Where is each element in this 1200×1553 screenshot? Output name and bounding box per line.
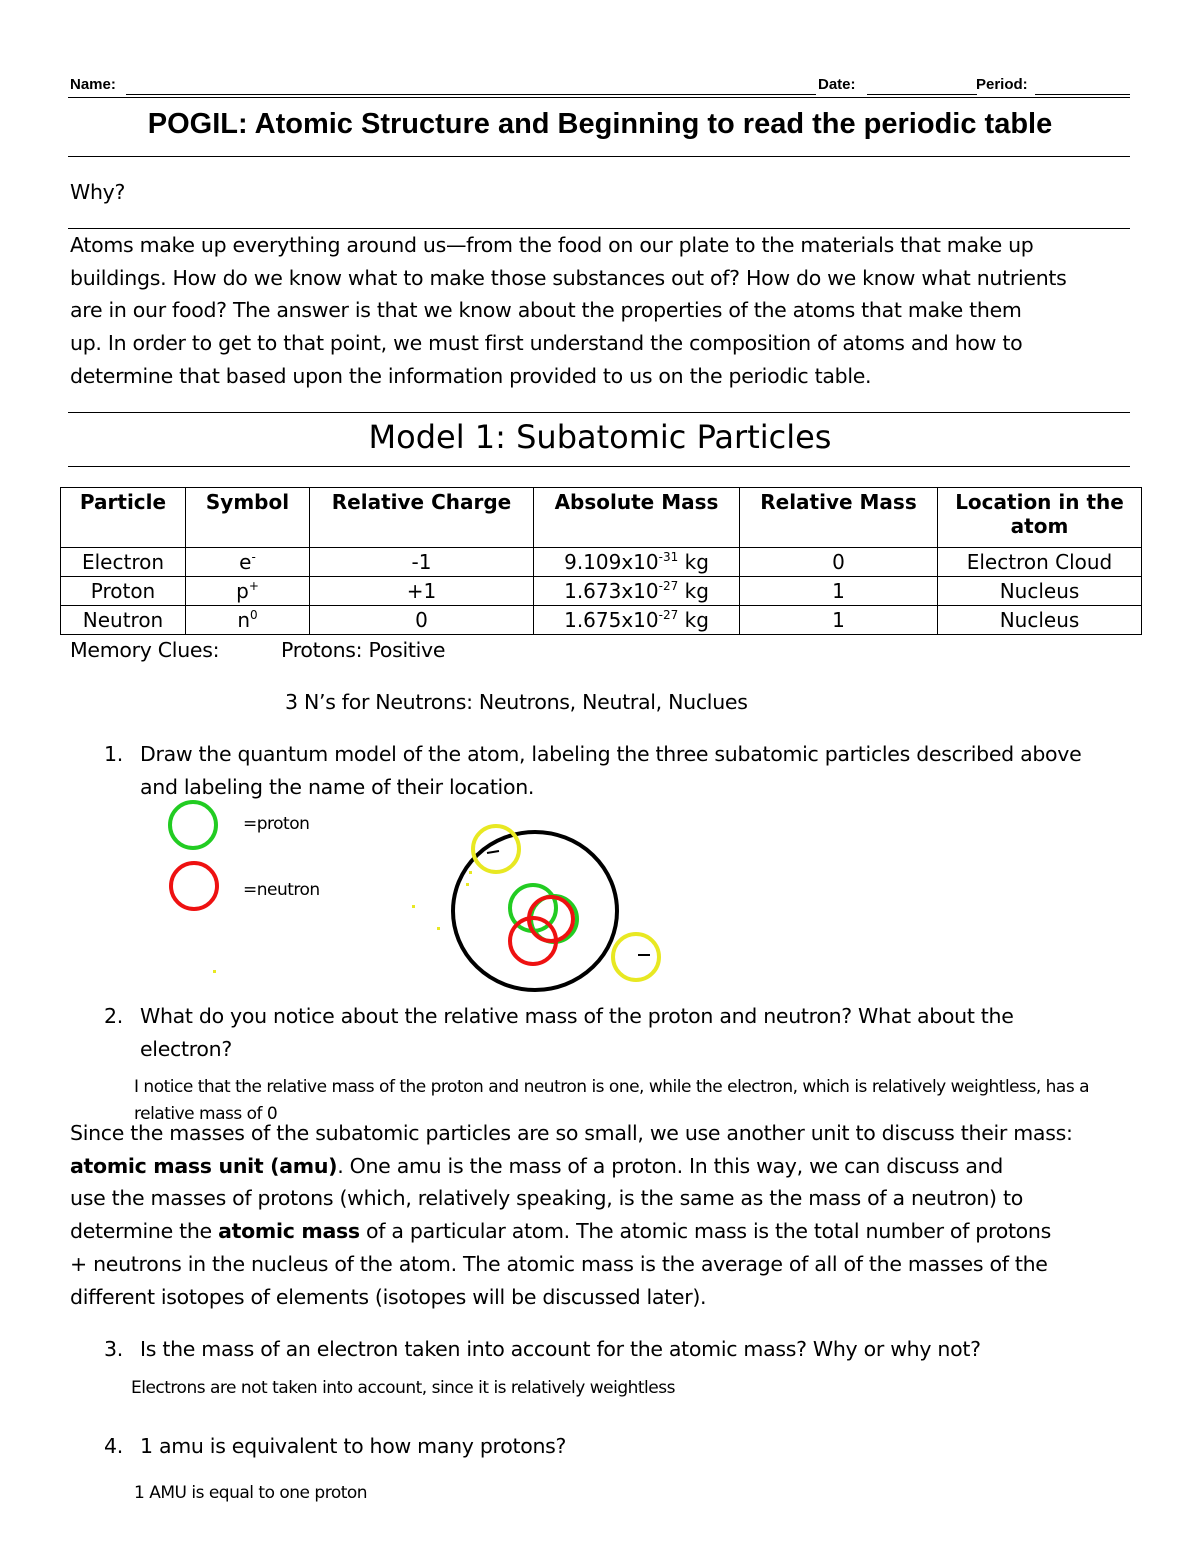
text-line: buildings. How do we know what to make those substances out of? How do we know what nutrients	[70, 265, 1067, 290]
column-header: Symbol	[186, 488, 310, 548]
electron-minus-sign	[487, 851, 499, 853]
cell-location: Electron Cloud	[938, 548, 1142, 577]
electron-cloud-orbit	[453, 832, 617, 990]
table-header-row	[61, 488, 1142, 548]
name-blank	[126, 94, 816, 95]
cell-relative-mass: 1	[740, 577, 938, 606]
text-line: Atoms make up everything around us—from the food on our plate to the materials that make up	[70, 233, 1034, 257]
column-header: Relative Mass	[740, 488, 938, 548]
atom-drawing	[160, 795, 680, 995]
column-header: Particle	[61, 488, 186, 548]
text-line: atomic mass unit (amu). One amu is the mass of a proton. In this way, we can discuss and	[70, 1153, 1004, 1178]
text-line: Draw the quantum model of the atom, labeling the three subatomic particles described above	[140, 742, 1082, 766]
why-paragraph	[70, 229, 1150, 393]
name-label: Name:	[70, 76, 116, 93]
text-line: determine that based upon the information provided to us on the periodic table.	[70, 363, 872, 388]
cell-charge: 0	[310, 606, 534, 635]
cell-particle: Proton	[61, 577, 186, 606]
amu-paragraph	[70, 1117, 1160, 1313]
question-1	[140, 738, 1150, 803]
text-line: use the masses of protons (which, relatively speaking, is the same as the mass of a neutron) to	[70, 1186, 1023, 1211]
stray-mark	[466, 883, 469, 886]
column-header: Absolute Mass	[534, 488, 740, 548]
legend-proton-label: =proton	[243, 814, 310, 834]
why-heading: Why?	[70, 180, 126, 204]
text-line: What do you notice about the relative mass of the proton and neutron? What about the	[140, 1004, 1014, 1028]
electron-circle	[613, 934, 659, 980]
memory-clue-protons: Protons: Positive	[281, 638, 446, 662]
text-line: and labeling the name of their location.	[140, 774, 535, 799]
date-blank	[867, 94, 977, 95]
answer-4: 1 AMU is equal to one proton	[134, 1483, 368, 1503]
text-line: + neutrons in the nucleus of the atom. The atomic mass is the average of all of the masses of the	[70, 1251, 1048, 1276]
question-3: Is the mass of an electron taken into account for the atomic mass? Why or why not?	[140, 1337, 981, 1361]
divider	[68, 412, 1130, 413]
stray-mark	[437, 927, 440, 930]
cell-absolute-mass: $1.675x10^{-27}$ kg	[534, 606, 740, 635]
electron-circle	[473, 826, 519, 872]
text-line: Since the masses of the subatomic particles are so small, we use another unit to discuss their mass:	[70, 1121, 1073, 1145]
period-label: Period:	[976, 76, 1028, 93]
stray-mark	[412, 905, 415, 908]
stray-mark	[213, 970, 216, 973]
model-title: Model 1: Subatomic Particles	[368, 418, 832, 456]
cell-particle: Electron	[61, 548, 186, 577]
question-2	[140, 1000, 1150, 1065]
proton-legend-circle	[170, 802, 216, 848]
particles-table	[60, 487, 1142, 635]
cell-location: Nucleus	[938, 577, 1142, 606]
header-fields	[70, 74, 1130, 96]
cell-relative-mass: 1	[740, 606, 938, 635]
cell-symbol: e-	[186, 548, 310, 577]
text-line: determine the atomic mass of a particular atom. The atomic mass is the total number of protons	[70, 1219, 1051, 1244]
question-number: 4.	[104, 1434, 123, 1458]
page-title: POGIL: Atomic Structure and Beginning to read the periodic table	[147, 108, 1053, 140]
stray-mark	[469, 871, 472, 874]
question-number: 3.	[104, 1337, 123, 1361]
text-line: up. In order to get to that point, we must first understand the composition of atoms and how to	[70, 331, 1023, 356]
memory-clue-neutrons: 3 N’s for Neutrons: Neutrons, Neutral, Nuclues	[285, 690, 748, 714]
cell-symbol: p+	[186, 577, 310, 606]
column-header: Relative Charge	[310, 488, 534, 548]
divider	[68, 97, 1130, 98]
divider	[68, 156, 1130, 157]
table-row	[61, 548, 1142, 577]
cell-particle: Neutron	[61, 606, 186, 635]
question-number: 2.	[104, 1004, 123, 1028]
cell-relative-mass: 0	[740, 548, 938, 577]
text-line: electron?	[140, 1036, 232, 1061]
legend-neutron-label: =neutron	[243, 880, 320, 900]
column-header: Location in the atom	[938, 488, 1142, 548]
text-line: are in our food? The answer is that we know about the properties of the atoms that make them	[70, 298, 1022, 323]
cell-absolute-mass: $9.109x10^{-31}$ kg	[534, 548, 740, 577]
question-4: 1 amu is equivalent to how many protons?	[140, 1434, 567, 1458]
cell-location: Nucleus	[938, 606, 1142, 635]
answer-2-line2: relative mass of 0	[134, 1104, 278, 1124]
cell-charge: +1	[310, 577, 534, 606]
neutron-legend-circle	[171, 863, 217, 909]
cell-absolute-mass: $1.673x10^{-27}$ kg	[534, 577, 740, 606]
answer-2-line1: I notice that the relative mass of the proton and neutron is one, while the electron, which is relatively weightless, has a	[134, 1077, 1090, 1097]
date-label: Date:	[818, 76, 856, 93]
answer-3: Electrons are not taken into account, since it is relatively weightless	[131, 1378, 675, 1398]
memory-label: Memory Clues:	[70, 638, 220, 662]
cell-symbol: $n^0$	[186, 606, 310, 635]
divider	[68, 466, 1130, 467]
text-line: different isotopes of elements (isotopes will be discussed later).	[70, 1284, 707, 1309]
table-row	[61, 577, 1142, 606]
table-row	[61, 606, 1142, 635]
question-number: 1.	[104, 742, 123, 766]
cell-charge: -1	[310, 548, 534, 577]
period-blank	[1035, 94, 1130, 95]
